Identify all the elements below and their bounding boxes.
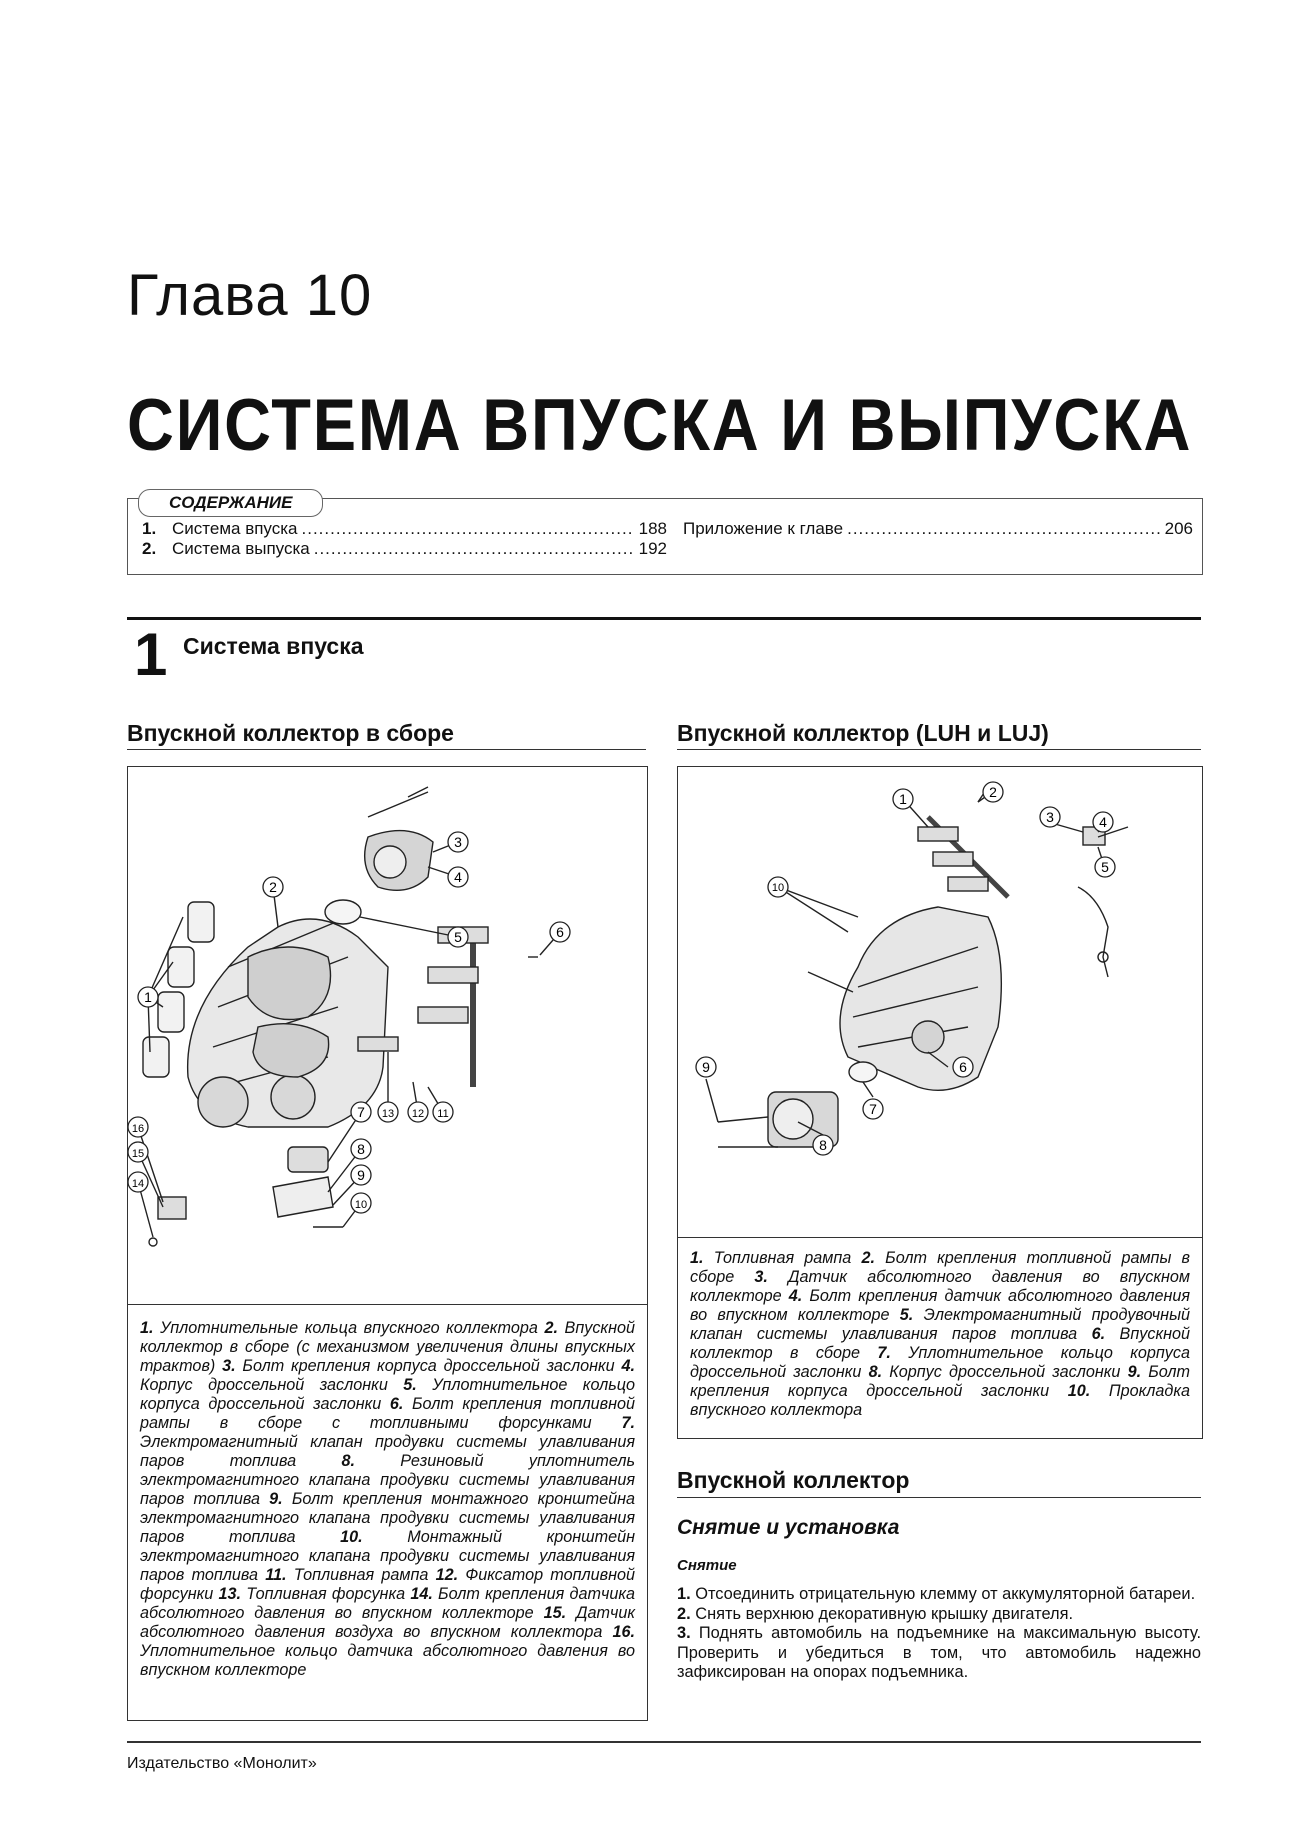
caption-text: Резиновый уплотнитель электромагнитного клапана продувки системы улавливания паров топлива	[140, 1452, 635, 1508]
caption-text: Уплотнительное кольцо датчика абсолютного давления во впускном коллекторе	[140, 1642, 635, 1679]
callout-1: 1	[899, 791, 907, 807]
callout-9: 9	[357, 1167, 365, 1183]
caption-text: Болт крепления корпуса дроссельной заслонки	[235, 1357, 622, 1375]
callout-10: 10	[354, 1199, 368, 1211]
caption-number: 6.	[389, 1395, 404, 1413]
caption-text: Прокладка впускного коллектора	[690, 1382, 1190, 1419]
chapter-label: Глава 10	[127, 263, 373, 328]
intake-manifold-assembly-diagram	[128, 767, 647, 1304]
callout-4: 4	[1099, 814, 1107, 830]
toc-item[interactable]: Приложение к главе ..... 206	[683, 519, 1193, 539]
caption-number: 1.	[140, 1319, 154, 1337]
figure-left-frame	[127, 766, 648, 1721]
callout-13: 13	[381, 1108, 395, 1120]
caption-number: 13.	[218, 1585, 242, 1603]
caption-text: Топливная рампа	[703, 1249, 862, 1267]
section-title: Система впуска	[183, 633, 364, 659]
caption-number: 8.	[341, 1452, 355, 1470]
caption-number: 11.	[265, 1566, 287, 1584]
caption-number: 2.	[544, 1319, 558, 1337]
procedure-step: 3. Поднять автомобиль на подъемнике на максимальную высоту. Проверить и убедиться в том, что автомобиль надежно зафиксирован на опорах подъемника.	[677, 1624, 1201, 1681]
caption-number: 4.	[788, 1287, 803, 1305]
section-rule	[127, 617, 1201, 620]
callout-7: 7	[357, 1104, 365, 1120]
caption-number: 2.	[861, 1249, 875, 1267]
caption-text: Датчик абсолютного давления воздуха во впускном коллектора	[140, 1604, 635, 1641]
procedure-step: 2. Снять верхнюю декоративную крышку двигателя.	[677, 1604, 1074, 1623]
caption-number: 5.	[899, 1306, 914, 1324]
caption-text: Электромагнитный клапан продувки системы улавливания паров топлива	[140, 1433, 635, 1470]
caption-number: 4.	[621, 1357, 636, 1375]
callout-9: 9	[702, 1059, 710, 1075]
callout-1: 1	[144, 989, 152, 1005]
caption-text: Уплотнительные кольца впускного коллектора	[153, 1319, 545, 1337]
caption-number: 7.	[877, 1344, 891, 1362]
callout-11: 11	[437, 1108, 449, 1120]
caption-text: Болт крепления монтажного кронштейна электромагнитного клапана продувки системы улавливания паров топлива	[140, 1490, 635, 1546]
procedure-subheading: Снятие и установка	[677, 1516, 900, 1539]
procedure-heading: Впускной коллектор	[677, 1467, 910, 1493]
caption-number: 10.	[340, 1528, 363, 1546]
publisher: Издательство «Монолит»	[127, 1755, 317, 1772]
figure-right-caption	[690, 1249, 1190, 1420]
caption-number: 12.	[435, 1566, 459, 1584]
caption-text: Уплотнительное кольцо корпуса дроссельной заслонки	[140, 1376, 635, 1413]
removal-label: Снятие	[677, 1557, 737, 1574]
caption-number: 1.	[690, 1249, 704, 1267]
figure-left-drawing	[128, 767, 647, 1305]
caption-number: 9.	[1127, 1363, 1142, 1381]
callout-14: 14	[131, 1178, 145, 1190]
chapter-title: СИСТЕМА ВПУСКА И ВЫПУСКА	[127, 385, 1193, 466]
callout-7: 7	[869, 1101, 877, 1117]
callout-4: 4	[454, 869, 462, 885]
callout-5: 5	[454, 929, 462, 945]
figure-right-heading: Впускной коллектор (LUH и LUJ)	[677, 720, 1049, 746]
caption-number: 3.	[754, 1268, 768, 1286]
callout-3: 3	[1046, 809, 1054, 825]
footer-rule	[127, 1741, 1201, 1743]
callout-6: 6	[959, 1059, 967, 1075]
figure-left-rule	[127, 749, 646, 750]
procedure-rule	[677, 1497, 1201, 1498]
caption-text: Монтажный кронштейн электромагнитного клапана продувки системы улавливания паров топлива	[140, 1528, 635, 1584]
callout-5: 5	[1101, 859, 1109, 875]
caption-text: Корпус дроссельной заслонки	[140, 1376, 404, 1394]
caption-text: Впускной коллектор в сборе	[690, 1325, 1191, 1362]
section-number: 1	[134, 621, 168, 688]
toc-heading: СОДЕРЖАНИЕ	[138, 489, 323, 517]
toc-item[interactable]: 2. Система выпуска ..... 192	[142, 539, 667, 559]
figure-right-drawing	[678, 767, 1202, 1238]
callout-12: 12	[411, 1108, 425, 1120]
caption-text: Датчик абсолютного давления во впускном коллекторе	[690, 1268, 1190, 1305]
caption-text: Уплотнительное кольцо корпуса дроссельной заслонки	[690, 1344, 1190, 1381]
caption-number: 16.	[612, 1623, 635, 1641]
caption-text: Корпус дроссельной заслонки	[882, 1363, 1128, 1381]
procedure-steps	[677, 1585, 1201, 1683]
toc-item[interactable]: 1. Система впуска ..... 188	[142, 519, 667, 539]
caption-text: Электромагнитный продувочный клапан системы улавливания паров топлива	[690, 1306, 1190, 1343]
caption-number: 10.	[1067, 1382, 1091, 1400]
caption-text: Фиксатор топливной форсунки	[140, 1566, 635, 1603]
caption-number: 6.	[1091, 1325, 1106, 1343]
caption-number: 9.	[269, 1490, 283, 1508]
callout-15: 15	[131, 1148, 145, 1160]
caption-number: 14.	[410, 1585, 433, 1603]
figure-right-frame	[677, 766, 1203, 1439]
caption-number: 8.	[868, 1363, 883, 1381]
caption-text: Болт крепления топливной рампы в сборе	[690, 1249, 1191, 1286]
caption-text: Впускной коллектор в сборе (с механизмом увеличения длины впускных трактов)	[140, 1319, 635, 1375]
callout-8: 8	[357, 1141, 365, 1157]
callout-16: 16	[131, 1123, 145, 1135]
caption-text: Топливная рампа	[286, 1566, 436, 1584]
callout-2: 2	[989, 784, 997, 800]
caption-number: 5.	[403, 1376, 417, 1394]
caption-number: 7.	[621, 1414, 635, 1432]
figure-right-rule	[677, 749, 1201, 750]
caption-text: Болт крепления датчика абсолютного давления во впускном коллекторе	[140, 1585, 635, 1622]
caption-text: Болт крепления корпуса дроссельной заслонки	[690, 1363, 1191, 1400]
caption-text: Топливная форсунка	[241, 1585, 411, 1603]
caption-number: 15.	[543, 1604, 567, 1622]
figure-left-caption	[140, 1319, 635, 1680]
caption-number: 3.	[222, 1357, 236, 1375]
callout-3: 3	[454, 834, 462, 850]
caption-text: Болт крепления датчик абсолютного давления во впускном коллекторе	[690, 1287, 1191, 1324]
callout-6: 6	[556, 924, 564, 940]
callout-2: 2	[269, 879, 277, 895]
callout-8: 8	[819, 1137, 827, 1153]
caption-text: Болт крепления топливной рампы в сборе с топливными форсунками	[140, 1395, 636, 1432]
callout-10: 10	[771, 882, 785, 894]
intake-manifold-luh-luj-diagram	[678, 767, 1202, 1237]
figure-left-heading: Впускной коллектор в сборе	[127, 720, 454, 746]
procedure-step: 1. Отсоединить отрицательную клемму от аккумуляторной батареи.	[677, 1585, 1196, 1603]
